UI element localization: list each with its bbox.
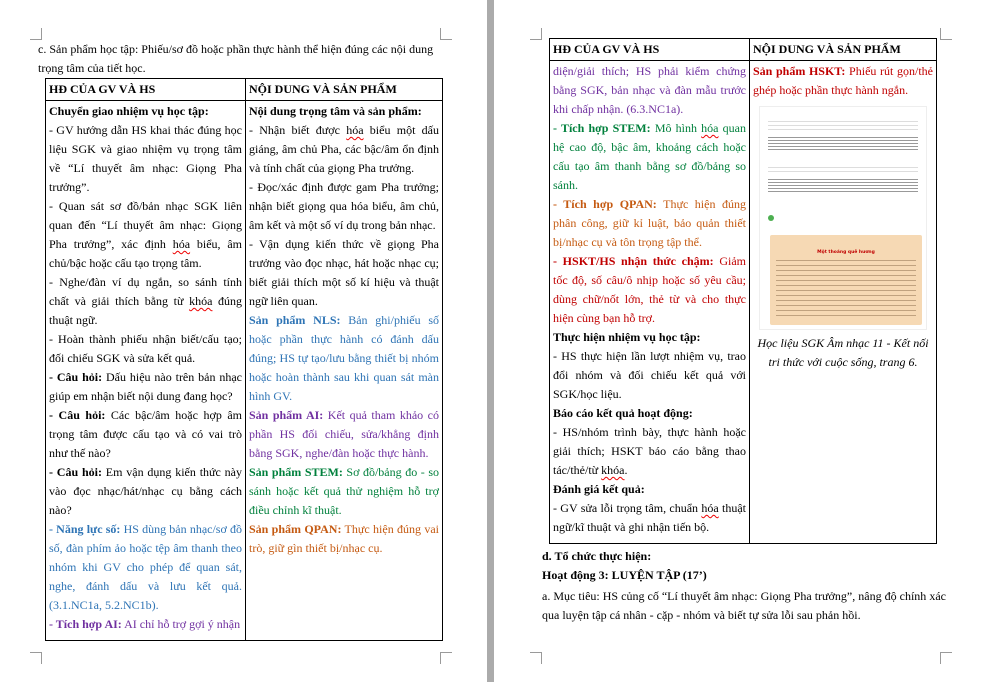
goal-paragraph: a. Mục tiêu: HS củng cố “Lí thuyết âm nhạc: Giọng Pha trưởng”, nâng độ chính xác qua luyện tập cá nhân - cặp - nhóm và biết tự sửa lỗi sau phản hồi. [542,589,946,622]
crop-mark [530,28,542,40]
staff-line [768,191,918,192]
table-header-row [46,79,443,101]
list-item: - GV hướng dẫn HS khai thác đúng học liệu SGK và giao nhiệm vụ trọng tâm về “Lí thuyết âm nhạc: Giọng Pha trưởng”. [49,123,242,194]
cell-activities [550,61,750,544]
figure-text [768,119,918,131]
list-item: - HS thực hiện lần lượt nhiệm vụ, trao đổi nhóm và đối chiếu kết quả với SGK/học liệu. [553,349,746,401]
cell-content [750,61,937,544]
figure-caption: Học liệu SGK Âm nhạc 11 - Kết nối tri thức với cuộc sống, trang 6. [757,336,929,369]
staff-line [768,185,918,186]
crop-mark [940,652,952,664]
crop-mark [440,28,452,40]
music-sheet [770,235,922,325]
header-teacher-student: HĐ CỦA GV VÀ HS [46,79,246,101]
list-item: - Nhận biết được hóa biểu một dấu giáng, âm chủ Pha, các bậc/âm ổn định và tính chất của giọng Pha trưởng. [249,123,439,175]
product-stem: Sản phẩm STEM: Sơ đồ/bảng đo - so sánh hoặc kết quả thử nghiệm hỗ trợ điều chỉnh kĩ thuật. [249,465,439,517]
activity-heading: Hoạt động 3: LUYỆN TẬP (17’) [542,568,707,582]
section-bullet-icon [768,215,774,221]
ai-integration-item: - Tích hợp AI: AI chỉ hỗ trợ gợi ý nhận [49,617,241,631]
list-item: - Quan sát sơ đồ/bản nhạc SGK liên quan đến “Lí thuyết âm nhạc: Giọng Pha trưởng”, xác định hóa biểu, âm chủ/bậc hoặc cấu tạo trọng tâm. [49,199,242,270]
ai-continuation: diện/giải thích; HS phải kiểm chứng bằng SGK, bản nhạc và đàn mẫu trước khi chấp nhận. (6.3.NC1a). [553,64,746,116]
header-content-product: NỘI DUNG VÀ SẢN PHẨM [750,39,937,61]
activity-table [45,78,443,641]
sheet-staves [776,257,916,317]
digital-competence-item: - Năng lực số: HS dùng bản nhạc/sơ đồ số, đàn phím ảo hoặc tệp âm thanh theo nhóm khi GV cho phép để quan sát, nghe, đánh dấu và lưu kết quả. (3.1.NC1a, 5.2.NC1b). [49,522,242,612]
staff-line [768,149,918,150]
intro-paragraph: c. Sản phẩm học tập: Phiếu/sơ đồ hoặc phần thực hành thể hiện đúng các nội dung trọng tâm của tiết học. [38,42,434,75]
product-hskt: Sản phẩm HSKT: Phiếu rút gọn/thẻ ghép hoặc phần thực hành ngắn. [753,64,933,97]
product-nls: Sản phẩm NLS: Bản ghi/phiếu số hoặc phần thực hành có đánh dấu đúng; HS tự tạo/lưu bằng thiết bị nhóm hoặc hoàn thành sau khi quan sát màn hình GV. [249,313,440,403]
question-item: - Câu hỏi: Dấu hiệu nào trên bản nhạc giúp em nhận biết nội dung đang học? [49,370,242,403]
list-item: - Hoàn thành phiếu nhận biết/cấu tạo; đối chiếu SGK và sửa kết quả. [49,332,242,365]
header-teacher-student: HĐ CỦA GV VÀ HS [550,39,750,61]
question-item: - Câu hỏi: Các bậc/âm hoặc hợp âm trọng tâm được cấu tạo và có vai trò như thế nào? [49,408,243,460]
list-item: - Vận dụng kiến thức về giọng Pha trưởng vào đọc nhạc, hát hoặc nhạc cụ; biết giải thích một số kí hiệu và thuật ngữ liên quan. [249,237,439,308]
section-title: Nội dung trọng tâm và sản phẩm: [249,104,422,118]
crop-mark [940,28,952,40]
sheet-title: Một thoáng quê hương [817,250,875,255]
table-row [46,101,443,641]
document-page-left [0,0,487,682]
staff-line [768,179,918,180]
staff-line [768,188,918,189]
section-title: Chuyển giao nhiệm vụ học tập: [49,104,209,118]
document-page-right [494,0,981,682]
product-ai: Sản phẩm AI: Kết quả tham khảo có phần HS đối chiếu, sửa/khẳng định bằng SGK, nghe/đàn hoặc thực hành. [249,408,439,460]
table-row [550,61,937,544]
product-qpan: Sản phẩm QPAN: Thực hiện đúng vai trò, giữ gìn thiết bị/nhạc cụ. [249,522,440,555]
section-title: Báo cáo kết quả hoạt động: [553,406,693,420]
stem-integration-item: - Tích hợp STEM: Mô hình hóa quan hệ cao độ, bậc âm, khoảng cách hoặc cấu tạo âm thanh bằng sơ đồ/bảng so sánh. [553,121,746,192]
table-header-row [550,39,937,61]
qpan-integration-item: - Tích hợp QPAN: Thực hiện đúng phân công, giữ kỉ luật, bảo quản thiết bị/nhạc cụ và tôn trọng tập thể. [553,197,746,249]
special-needs-item: - HSKT/HS nhận thức chậm: Giảm tốc độ, số câu/ô nhịp hoặc số yêu cầu; dùng chữ/nốt lớn, thẻ từ và cho thực hiện cùng bạn hỗ trợ. [553,254,746,325]
staff-line [768,182,918,183]
list-item: - Nghe/đàn ví dụ ngắn, so sánh tính chất và giải thích bằng từ khóa đúng thuật ngữ. [49,275,243,327]
crop-mark [440,652,452,664]
list-item: - HS/nhóm trình bày, thực hành hoặc giải thích; HSKT báo cáo bằng thao tác/thẻ/từ khóa. [553,425,746,477]
crop-mark [30,28,42,40]
figure-text [768,165,918,173]
section-title: Thực hiện nhiệm vụ học tập: [553,330,701,344]
staff-line [768,143,918,144]
crop-mark [30,652,42,664]
cell-activities [46,101,246,641]
list-item: - GV sửa lỗi trọng tâm, chuẩn hóa thuật ngữ/kĩ thuật và ghi nhận tiến bộ. [553,501,746,534]
staff-line [768,137,918,138]
header-content-product: NỘI DUNG VÀ SẢN PHẨM [246,79,443,101]
list-item: - Đọc/xác định được gam Pha trưởng; nhận biết giọng qua hóa biểu, âm chủ, âm kết và một số ví dụ trong bản nhạc. [249,180,439,232]
staff-line [768,146,918,147]
section-heading: d. Tổ chức thực hiện: [542,549,652,563]
staff-line [768,140,918,141]
textbook-figure [759,106,927,330]
cell-content [246,101,443,641]
question-item: - Câu hỏi: Em vận dụng kiến thức này vào đọc nhạc/hát/nhạc cụ bằng cách nào? [49,465,242,517]
crop-mark [530,652,542,664]
section-title: Đánh giá kết quả: [553,482,645,496]
activity-table-continued [549,38,937,544]
